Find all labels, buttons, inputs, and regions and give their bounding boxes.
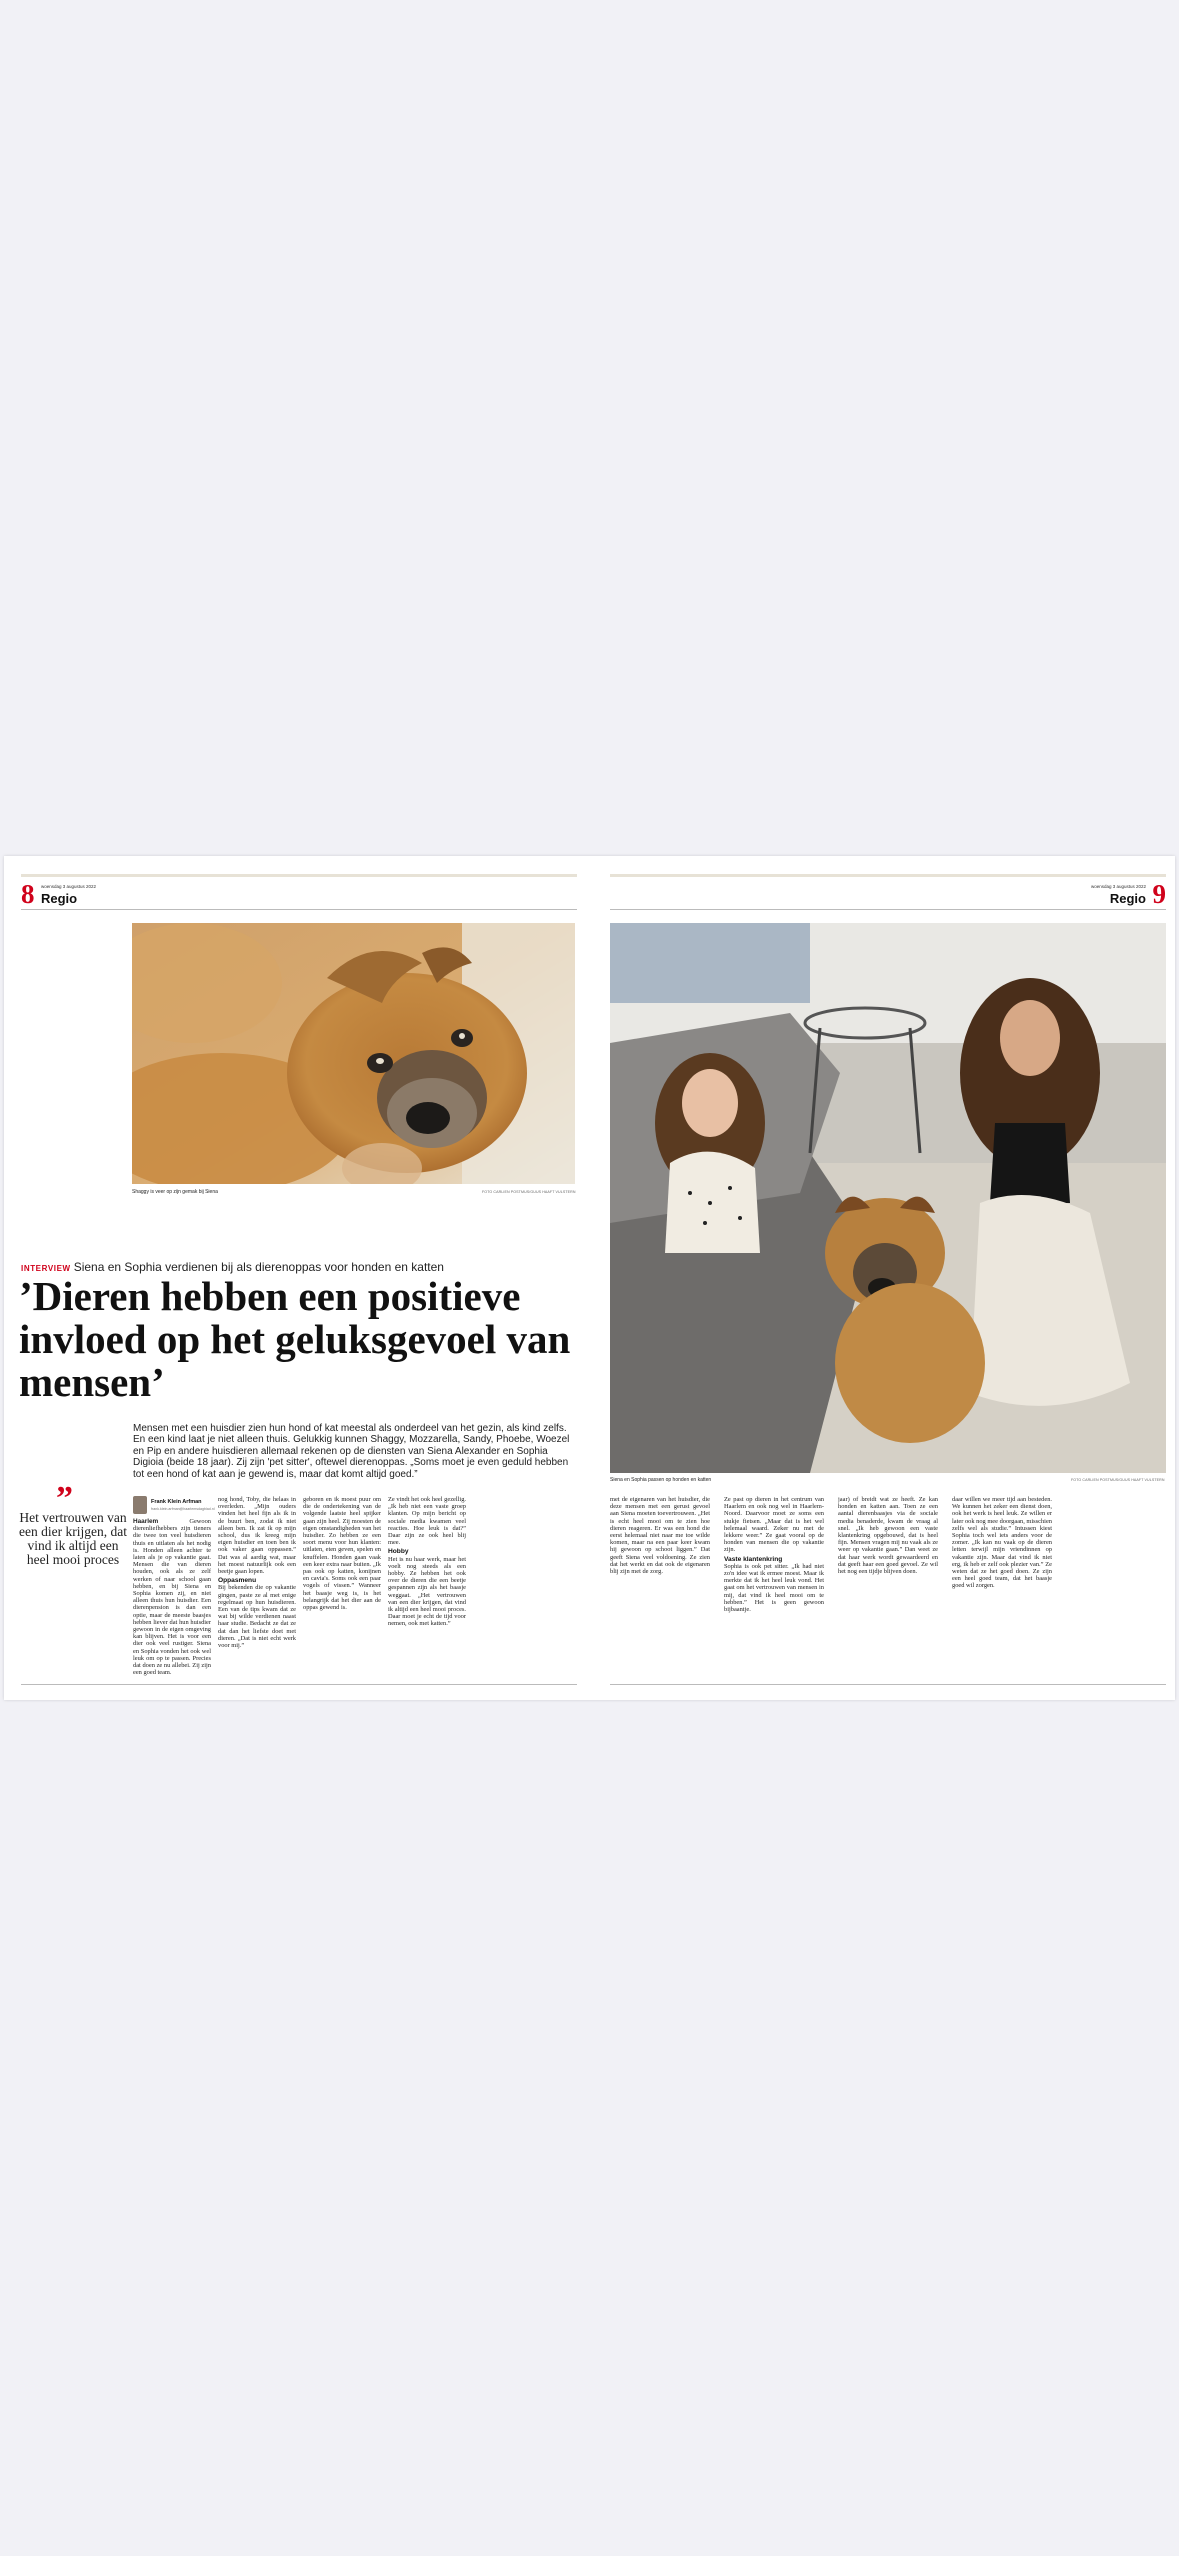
header-rule <box>21 909 577 910</box>
column-text: Zo hebben ze een soort menu voor hun klanten: uitlaten, eten geven, spelen en knuffelen. Honden gaan vaak een keer extra naar buiten. „Ik pas ook op katten, konijnen en cavia's. Soms ook een paar vogels of vissen.” Wanneer het baasje weg is, is het belangrijk dat het dier aan de oppas gewend is. <box>303 1532 381 1612</box>
left-page <box>4 856 589 1700</box>
quote-mark-icon: ” <box>56 1480 73 1517</box>
article-column <box>303 1496 381 1680</box>
author-name: Frank Klein Arfman <box>151 1499 202 1505</box>
article-column <box>610 1496 710 1680</box>
bottom-rule <box>21 1684 577 1685</box>
article-column <box>218 1496 296 1680</box>
column-text: Sophia is ook pet sitter. „Ik had niet zo'n idee wat ik ermee moest. Maar ik merkte dat ik het heel leuk vond. Het gaat om het vertrouwen van mensen in mij, dat vind ik heel mooi om te hebben.” Het is geen gewoon bijbaantje. <box>724 1562 824 1614</box>
kicker-text: Siena en Sophia verdienen bij als dierenoppas voor honden en katten <box>73 1260 444 1274</box>
subheading: Vaste klantenkring <box>724 1555 783 1563</box>
column-text: nog hond, Toby, die helaas in overleden. „Mijn ouders vinden het heel fijn als ik in de buurt ben, zodat ik niet alleen ben. Ik zat ik op mijn school, dus ik kreeg mijn eigen huisdier en toen ben ik ook vaker gaan oppassen.” Dat was al aardig wat, maar het moest natuurlijk ook een beetje gaan lopen. <box>218 1496 296 1576</box>
photo-credit: FOTO CARLIEN POSTMUS/GUUS HAAFT VULSTERN <box>1071 1478 1165 1482</box>
dateline: Haarlem <box>133 1518 159 1525</box>
dog-photo <box>132 923 575 1184</box>
subheading: Oppasmenu <box>218 1577 257 1585</box>
section-label: Regio <box>1109 891 1146 906</box>
article-column <box>724 1496 824 1680</box>
column-text: geboren en ik moest puur om die de ondertekening van de volgende laatste heel spijker gaan zijn heel. Zij moesten de eigen omstandigheden van het huisdier. <box>303 1496 381 1540</box>
column-text: Het is nu haar werk, maar het voelt nog steeds als een hobby. Ze hebben het ook over de dieren die een beetje gespannen zijn als het baasje weggaat. „Het vertrouwen van een dier krijgen, dat vind ik altijd een heel mooi proces. Daar moet je echt de tijd voor nemen, ook met katten.” <box>388 1555 466 1628</box>
subheading: Hobby <box>388 1548 409 1556</box>
top-rule <box>21 874 577 877</box>
top-rule <box>610 874 1166 877</box>
page-header-left <box>21 879 221 909</box>
column-text: Ze vindt het ook heel gezellig. „Ik heb niet een vaste groep klanten. Op mijn bericht op sociale media kwamen veel reacties. Hoe leuk is dat?” Daar zijn ze ook heel blij mee. <box>388 1496 466 1547</box>
section-label: Regio <box>41 891 78 906</box>
column-text: jaar) of breidt wat ze heeft. Ze kan honden en katten aan. Toen ze een aantal dierenbaasjes via de sociale media benaderde, kwam de vraag al snel. „Ik heb gewoon een vaste klantenkring opgebouwd, dat is heel fijn. Mensen vragen mij nu vaak als ze weer op vakantie gaan.” Dan weet ze dat haar werk wordt gewaardeerd en dat geeft haar een goed gevoel. Ze wil het nog een tijdje blijven doen. <box>838 1496 938 1576</box>
column-text: Gewoon dierenliefhebbers zijn tieners die twee ton veel huisdieren thuis en uitlaten als het nodig is. Honden alleen achter te laten als je op vakantie gaat. Mensen die van dieren houden, ook als ze zelf werken of naar school gaan hebben, en bij Siena en Sophia komen zij, en niet alleen thuis hun huisdier. Een dierenpension is dan een optie, maar de meeste baasjes hebben liever dat hun huisdier gewoon in de eigen omgeving kan blijven. Het is voor een dier ook veel rustiger. Siena en Sophia vonden het ook wel leuk om op te passen. Precies dat doen ze nu allebei. Zij zijn een goed team. <box>133 1518 211 1677</box>
page-date: woensdag 3 augustus 2022 <box>41 884 97 889</box>
headline: ’Dieren hebben een positieve invloed op het geluksgevoel van mensen’ <box>19 1273 571 1405</box>
girls-with-dog-photo <box>610 923 1166 1473</box>
article-column <box>952 1496 1052 1680</box>
author-avatar <box>133 1496 147 1514</box>
page-header-right <box>966 879 1166 909</box>
column-text: Ze past op dieren in het centrum van Haarlem en ook nog wel in Haarlem-Noord. Daarvoor moet ze soms een stukje fietsen. „Maar dat is het wel helemaal waard. Zeker nu met de lekkere weer.” Ze gaat vooral op de honden van mensen die op vakantie zijn. <box>724 1496 824 1554</box>
page-number: 8 <box>21 879 35 909</box>
newspaper-spread <box>4 856 1175 1700</box>
column-text: daar willen we meer tijd aan besteden. We kunnen het zeker een dienst doen, ook het werk is heel leuk. Ze willen er later ook nog mee doorgaan, misschien zelfs wel als studie.” Intussen kiest Sophia toch wel iets anders voor de zomer. „Ik kan nu vaak op de dieren letten terwijl mijn vriendinnen op vakantie zijn. Maar dat vind ik niet erg, ik heb er zelf ook plezier van.” Ze weten dat ze het goed doen. Ze zijn een heel goed team, dat het baasje goed wil zorgen. <box>952 1496 1052 1590</box>
intro-paragraph: Mensen met een huisdier zien hun hond of kat meestal als onderdeel van het gezin, als kind zelfs. En een kind laat je niet alleen thuis. Gelukkig kunnen Shaggy, Mozzarella, Sandy, Phoebe, Woezel en Pip en andere huisdieren allemaal rekenen op de diensten van Siena Alexander en Sophia Digioia (beide 18 jaar). Zij zijn 'pet sitter', oftewel dierenoppas. „Soms moet je even geduld hebben tot een hond of kat aan je gewend is, maar dat komt altijd goed.” <box>133 1423 570 1480</box>
page-date: woensdag 3 augustus 2022 <box>1090 884 1146 889</box>
column-text: met de eigenaren van het huisdier, die deze mensen met een gerust gevoel aan Siena moeten toevertrouwen. „Het is echt heel mooi om te zien hoe dieren reageren. Er was een hond die eerst helemaal niet naar me toe wilde komen, maar na een paar keer kwam hij gewoon op schoot liggen.” Dat geeft Siena veel voldoening. Ze zien dat het werkt en dat ook de eigenaren blij zijn met de zorg. <box>610 1496 710 1576</box>
photo-caption: Siena en Sophia passen op honden en katten <box>610 1477 712 1483</box>
author-email: frank.klein.arfman@haarlemsdagblad.nl <box>151 1507 215 1511</box>
article-column <box>388 1496 466 1680</box>
pull-quote: Het vertrouwen van een dier krijgen, dat vind ik altijd een heel mooi proces <box>19 1510 127 1567</box>
photo-credit: FOTO CARLIEN POSTMUS/GUUS HAAFT VULSTERN <box>482 1190 576 1194</box>
right-page <box>589 856 1175 1700</box>
page-number: 9 <box>1152 879 1166 909</box>
article-column <box>133 1518 211 1680</box>
column-text: Bij bekenden die op vakantie gingen, paste ze al met enige regelmaat op hun huisdieren. Een van de tips kwam dat ze wat bij wilde verdienen naast haar studie. Bedacht ze dat ze dat dan het liefste doet met dieren. „Dat is niet echt werk voor mij.” <box>218 1584 296 1650</box>
article-column <box>838 1496 938 1680</box>
bottom-rule <box>610 1684 1166 1685</box>
header-rule <box>610 909 1166 910</box>
photo-caption: Shaggy is veer op zijn gemak bij Siena <box>132 1189 218 1195</box>
kicker-label: INTERVIEW <box>21 1264 71 1273</box>
